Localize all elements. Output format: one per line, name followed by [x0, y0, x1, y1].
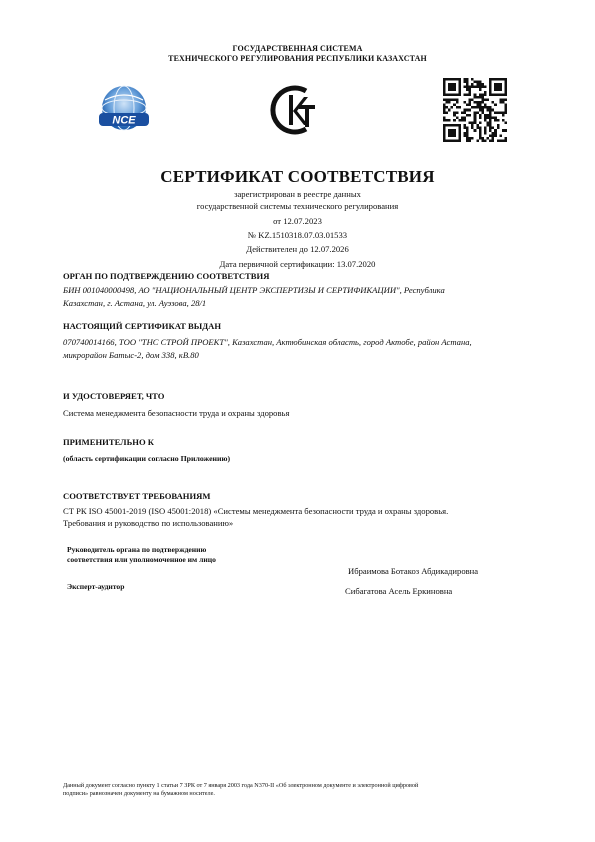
- issued-to-line-1: 070740014166, ТОО "ТНС СТРОЙ ПРОЕКТ", Казахстан, Актюбинская область, город Актобе, район Астана,: [63, 337, 472, 347]
- qr-code-icon: [443, 78, 507, 142]
- nce-logo-text: NCE: [112, 114, 136, 127]
- applicable-text: (область сертификации согласно Приложению): [63, 454, 231, 463]
- first-cert-date: Дата первичной сертификации: 13.07.2020: [219, 259, 376, 269]
- issued-to-heading: НАСТОЯЩИЙ СЕРТИФИКАТ ВЫДАН: [63, 321, 222, 331]
- head-signatory-label-1: Руководитель органа по подтверждению: [67, 545, 207, 554]
- expert-auditor-label: Эксперт-аудитор: [67, 582, 125, 591]
- expert-auditor-name: Сибагатова Асель Еркиновна: [345, 586, 453, 596]
- applicable-heading: ПРИМЕНИТЕЛЬНО К: [63, 437, 155, 447]
- registry-date: от 12.07.2023: [273, 216, 322, 226]
- header-line-2: ТЕХНИЧЕСКОГО РЕГУЛИРОВАНИЯ РЕСПУБЛИКИ КАЗАХСТАН: [168, 54, 427, 63]
- certifies-text: Система менеджмента безопасности труда и охраны здоровья: [63, 408, 290, 418]
- issued-to-line-2: микрорайон Батыс-2, дом 338, кВ.80: [63, 350, 199, 360]
- organ-line-1: БИН 001040000498, АО "НАЦИОНАЛЬНЫЙ ЦЕНТР ЭКСПЕРТИЗЫ И СЕРТИФИКАЦИИ", Республика: [63, 285, 445, 295]
- requirements-heading: СООТВЕТСТВУЕТ ТРЕБОВАНИЯМ: [63, 491, 211, 501]
- header-line-1: ГОСУДАРСТВЕННАЯ СИСТЕМА: [232, 44, 363, 53]
- certifies-heading: И УДОСТОВЕРЯЕТ, ЧТО: [63, 391, 165, 401]
- registry-line-2: государственной системы технического регулирования: [196, 201, 399, 211]
- certificate-title: СЕРТИФИКАТ СООТВЕТСТВИЯ: [160, 167, 435, 186]
- registry-line-1: зарегистрирован в реестре данных: [234, 189, 361, 199]
- requirements-line-2: Требования и руководство по использованию»: [63, 518, 234, 528]
- footer-line-1: Данный документ согласно пункту 1 статьи 7 ЗРК от 7 января 2003 года N370-II «Об электронном документе и электронной цифровой: [63, 782, 419, 789]
- kst-conformity-mark-icon: [266, 81, 322, 139]
- requirements-line-1: СТ РК ISO 45001-2019 (ISO 45001:2018) «Системы менеджмента безопасности труда и охраны здоровья.: [63, 506, 449, 516]
- nce-logo-icon: [93, 82, 155, 136]
- valid-until: Действителен до 12.07.2026: [246, 244, 349, 254]
- certificate-number: № KZ.1510318.07.03.01533: [247, 230, 348, 240]
- organ-line-2: Казахстан, г. Астана, ул. Ауэзова, 28/1: [63, 298, 207, 308]
- organ-heading: ОРГАН ПО ПОДТВЕРЖДЕНИЮ СООТВЕТСТВИЯ: [63, 271, 270, 281]
- footer-line-2: подписи» равнозначен документу на бумажном носителе.: [63, 790, 215, 797]
- head-signatory-name: Ибраимова Ботакоз Абдикадировна: [348, 566, 479, 576]
- head-signatory-label-2: соответствия или уполномоченное им лицо: [67, 555, 216, 564]
